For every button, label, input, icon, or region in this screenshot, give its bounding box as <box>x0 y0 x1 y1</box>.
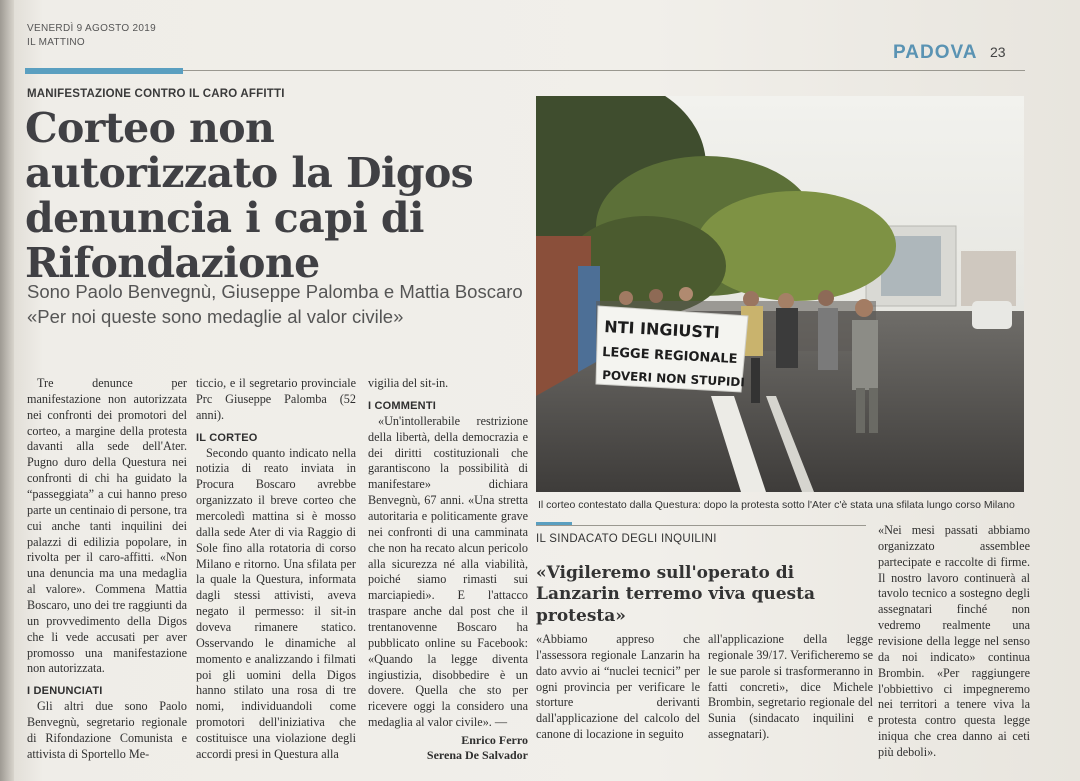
sidebar-headline: «Vigileremo sull'operato di Lanzarin terremo viva questa protesta» <box>536 563 815 626</box>
sidebar-column-2: all'applicazione della legge regionale 39/17. Verificheremo se le sue parole si trasformeranno in fatti concreti», dice Michele Brombin, segretario regionale del Sunia (sindacato inquilini e assegnatari). <box>708 632 873 742</box>
article-paragraph: Tre denunce per manifestazione non autorizzata nei confronti dei promotori del corteo, a margine della protesta davanti alla sede dell'Ater. Pugno duro della Questura nei confronti di chi ha guidato la “passeggiata” a cui hanno preso parte un centinaio di persone, tra cui anche tanti inquilini dei palazzi di edilizia popolare, in rivolta per il caro-affitti. «Non una denuncia ma una medaglia al valore». Commena Mattia Boscaro, uno dei tre raggiunti da un provvedimento della Digos che li vede accusati per aver promosso una manifestazione non autorizzata. <box>27 376 187 676</box>
sidebar-column-3: «Nei mesi passati abbiamo organizzato assemblee partecipate e raccolte di firme. Il nostro lavoro continuerà al tavolo tecnico a sostegno degli assegnatari finché non vedremo realmente una revisione della legge nel senso da noi indicato» continua Brombin. «Per raggiungere l'obbiettivo ci impegneremo nei territori a tenere viva la protesta contro questa legge iniqua che crea danno ai ceti più deboli». <box>878 523 1030 760</box>
protest-banner <box>596 306 748 392</box>
article-photo <box>536 96 1024 492</box>
article-column-2 <box>196 376 356 763</box>
article-paragraph: Gli altri due sono Paolo Benvegnù, segretario regionale di Rifondazione Comunista e attivista di Sportello Me- <box>27 699 187 761</box>
article-headline: Corteo non autorizzato la Digos denuncia i capi di Rifondazione <box>25 104 474 288</box>
header-page-number: 23 <box>990 44 1006 60</box>
article-kicker: MANIFESTAZIONE CONTRO IL CARO AFFITTI <box>27 88 285 100</box>
byline-author-1: Enrico Ferro <box>461 733 528 748</box>
subheading-denunciati: I DENUNCIATI <box>27 685 103 698</box>
header-date: VENERDÌ 9 AGOSTO 2019 <box>27 23 156 34</box>
photo-tree-canopy <box>696 191 896 301</box>
subheading-corteo: IL CORTEO <box>196 431 258 444</box>
photo-car <box>972 301 1012 329</box>
article-paragraph: Secondo quanto indicato nella notizia di reato inviata in Procura Boscaro avrebbe organizzato il breve corteo che mercoledì mattina si è mosso dalla sede Ater di via Raggio di Sole fino alla rotatoria di corso Milano e ritorno. Una sfilata per la quale la Questura, informata dagli stessi attivisti, aveva negato il permesso: il sit-in doveva rimanere statico. Osservando le dinamiche al momento e analizzando i filmati poi gli uomini della Digos hanno stilato una rosa di tre nomi, individuandoli come promotori dell'iniziativa che costituisce una violazione degli accordi presi in Questura alla <box>196 445 356 761</box>
photo-building-2 <box>961 251 1016 306</box>
page-binding-shadow <box>0 0 14 781</box>
banner-text-line-3: POVERI NON STUPIDI <box>601 368 746 390</box>
sidebar-kicker: IL SINDACATO DEGLI INQUILINI <box>536 533 717 545</box>
article-subhead: Sono Paolo Benvegnù, Giuseppe Palomba e Mattia Boscaro «Per noi queste sono medaglie al valor civile» <box>27 281 523 327</box>
article-column-3 <box>368 376 528 763</box>
sidebar-rule <box>536 525 866 526</box>
header-paper-name: IL MATTINO <box>27 37 85 48</box>
article-column-1 <box>27 376 187 763</box>
banner-text-line-2: LEGGE REGIONALE <box>601 345 738 368</box>
byline-author-2: Serena De Salvador <box>426 748 528 763</box>
article-paragraph: ticcio, e il segretario provinciale Prc Giuseppe Palomba (52 anni). <box>196 376 356 422</box>
protest-photo-illustration <box>536 96 1024 492</box>
photo-caption: Il corteo contestato dalla Questura: dopo la protesta sotto l'Ater c'è stata una sfilata lungo corso Milano <box>538 499 1015 511</box>
subheading-commenti: I COMMENTI <box>368 399 436 412</box>
section-accent-bar <box>25 68 183 74</box>
article-paragraph: «Un'intollerabile restrizione della libertà, della democrazia e dei diritti costituzionali che garantiscono la possibilità di manifestare» dichiara Benvegnù, 67 anni. «Una stretta autoritaria e politicamente grave nei confronti di una camminata che non ha recato alcun pericolo alla sicurezza né alla viabilità, poiché siamo rimasti sui marciapiedi». E l'attacco traspare anche dal post che il trentanovenne Boscaro ha pubblicato online su Facebook: «Quando la legge diventa ingiustizia, disobbedire è un dovere. Quella che sto per ricevere oggi la considero una medaglia al valor civile». — <box>368 413 528 730</box>
article-paragraph: vigilia del sit-in. <box>368 376 449 390</box>
banner-text-line-1: NTI INGIUSTI <box>603 317 721 343</box>
header-section: PADOVA <box>893 42 978 63</box>
sidebar-column-1: «Abbiamo appreso che l'assessora regionale Lanzarin ha dato avvio ai “nuclei tecnici” per ogni provincia per verificare le storture derivanti dall'applicazione del calcolo del canone di locazione in seguito <box>536 632 700 742</box>
